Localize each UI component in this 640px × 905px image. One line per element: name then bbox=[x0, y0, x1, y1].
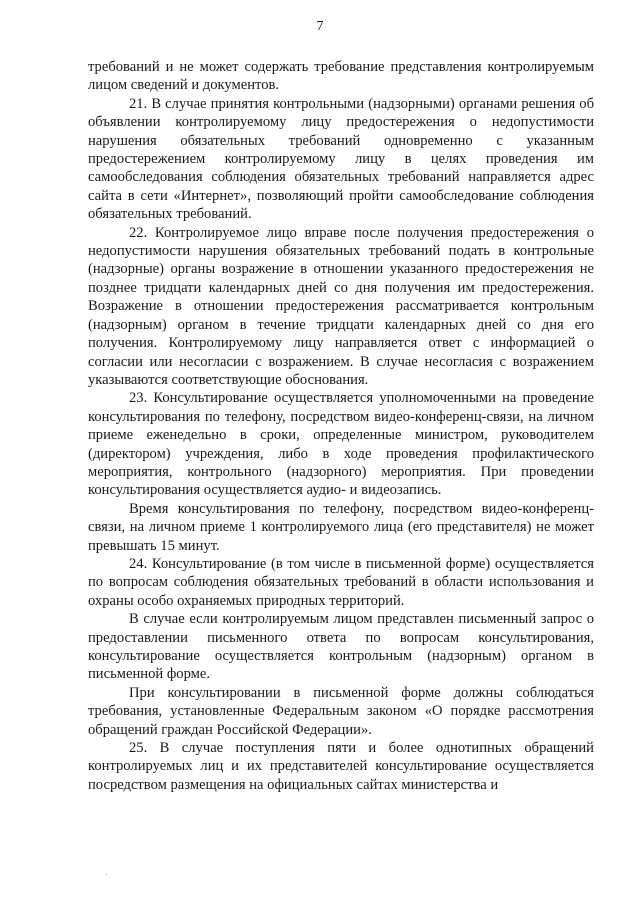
paragraph-24-written-request: В случае если контролируемым лицом представлен письменный запрос о предоставлении письменного ответа по вопросам консультирования, консультирование осуществляется контрольным (надзорным) органом в письменной форме. bbox=[88, 611, 594, 683]
paragraph-continuation: требований и не может содержать требование представления контролируемым лицом сведений и документов. bbox=[88, 59, 594, 94]
scan-speck bbox=[106, 874, 107, 875]
page-number: 7 bbox=[316, 19, 324, 34]
paragraph-23-time-limit: Время консультирования по телефону, посредством видео-конференц-связи, на личном приеме 1 контролируемого лица (его представителя) не может превышать 15 минут. bbox=[88, 500, 594, 554]
paragraph-24-written-requirements: При консультировании в письменной форме должны соблюдаться требования, установленные Федеральным законом «О порядке рассмотрения обращений граждан Российской Федерации». bbox=[88, 684, 594, 738]
paragraph-22: 22. Контролируемое лицо вправе после получения предостережения о недопустимости нарушения обязательных требований подать в контрольные (надзорные) органы возражение в отношении указанного предостережения не позднее тридцати календарных дней со дня получения им предостережения. Возражение в отношении предостережения рассматривается контрольным (надзорным) органом в течение тридцати календарных дней со дня его получения. Контролируемому лицу направляется ответ с информацией о согласии или несогласии с возражением. В случае несогласия с возражением указываются соответствующие обоснования. bbox=[88, 224, 594, 388]
paragraph-24: 24. Консультирование (в том числе в письменной форме) осуществляется по вопросам соблюдения обязательных требований в области использования и охраны особо охраняемых природных территорий. bbox=[88, 555, 594, 609]
paragraph-23: 23. Консультирование осуществляется уполномоченными на проведение консультирования по телефону, посредством видео-конференц-связи, на личном приеме еженедельно в сроки, определенные министром, руководителем (директором) учреждения, либо в ходе проведения профилактического мероприятия, контрольного (надзорного) мероприятия. При проведении консультирования осуществляется аудио- и видеозапись. bbox=[88, 390, 594, 499]
paragraph-25: 25. В случае поступления пяти и более однотипных обращений контролируемых лиц и их представителей консультирование осуществляется посредством размещения на официальных сайтах министерства и bbox=[88, 740, 594, 793]
paragraph-21: 21. В случае принятия контрольными (надзорными) органами решения об объявлении контролируемому лицу предостережения о недопустимости нарушения обязательных требований одновременно с указанным предостережением контролируемому лицу в целях проведения им самообследования соблюдения обязательных требований направляется адрес сайта в сети «Интернет», позволяющий пройти самообследование соблюдения обязательных требований. bbox=[88, 95, 594, 223]
document-body bbox=[88, 58, 594, 794]
